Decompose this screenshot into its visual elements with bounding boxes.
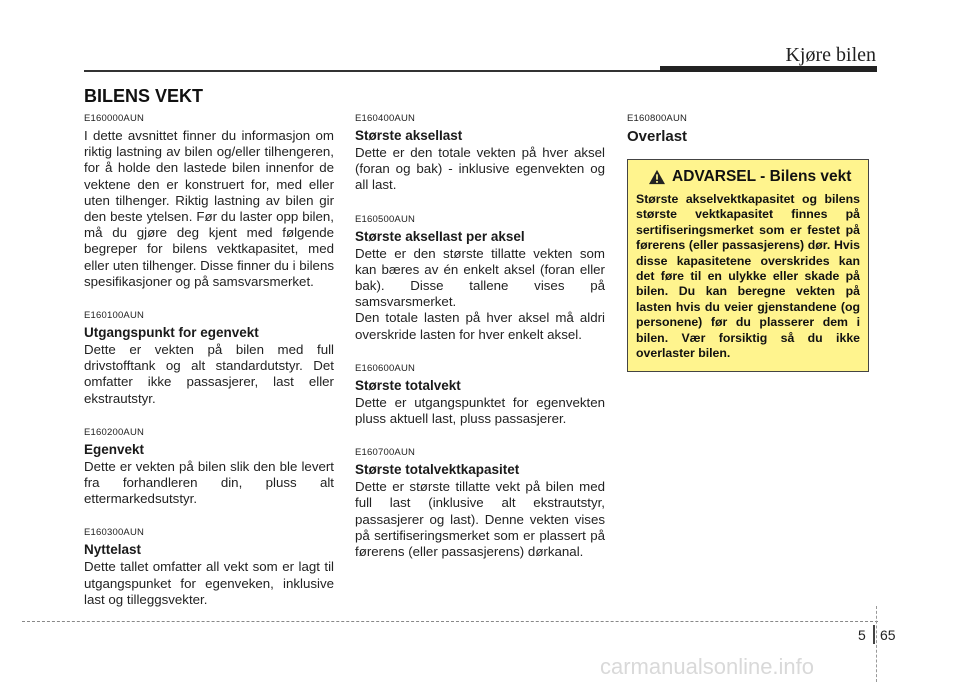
footer-tick — [876, 606, 877, 682]
section-code: E160200AUN — [84, 426, 145, 438]
section-heading: Største totalvekt — [355, 377, 461, 393]
section-code: E160300AUN — [84, 527, 145, 539]
gross-weight-block — [355, 363, 605, 427]
page-divider — [873, 625, 875, 644]
payload-block — [84, 527, 334, 608]
section-code: E160100AUN — [84, 310, 145, 322]
section-heading: Overlast — [627, 128, 688, 145]
section-code: E160000AUN — [84, 113, 145, 124]
body-paragraph: Den totale lasten på hver aksel må aldri overskride lasten for hver enkelt aksel. — [355, 310, 605, 342]
column-2 — [355, 113, 605, 580]
curb-weight-block — [84, 310, 334, 407]
page-number: 65 — [880, 627, 896, 643]
body-text — [355, 246, 605, 343]
footer-rule — [22, 621, 878, 622]
warning-header — [636, 168, 860, 186]
section-code: E160800AUN — [627, 113, 688, 124]
section-heading: Egenvekt — [84, 441, 145, 457]
column-3 — [627, 113, 877, 372]
section-code: E160700AUN — [355, 447, 416, 459]
watermark: carmanualsonline.info — [600, 654, 815, 679]
section-heading: Nyttelast — [84, 542, 142, 558]
vehicle-weight-block — [84, 427, 334, 508]
warning-box — [627, 159, 869, 372]
body-text: Dette er største tillatte vekt på bilen med full last (inklusive alt ekstrautstyr, passasjerer og last). Denne vekten vises på sertifiseringsmerket som er plassert på førerens (eller passasjerens) dørkanal. — [355, 479, 605, 560]
body-text: Dette er vekten på bilen slik den ble levert fra forhandleren din, pluss alt ettermarkedsutstyr. — [84, 458, 334, 507]
body-text: Dette er vekten på bilen med full drivstofftank og alt standardutstyr. Det omfatter ikke passasjerer, last eller ekstrautstyr. — [84, 342, 334, 406]
section-heading: Største akselIast per aksel — [355, 228, 525, 244]
section-title: BILENS VEKT — [84, 86, 204, 106]
axle-weight-block — [355, 113, 605, 194]
chapter-number: 5 — [858, 627, 866, 643]
body-paragraph: Dette er den største tillatte vekten som kan bæres av én enkelt aksel (foran eller bak). Disse tallene vises på samsvarsmerket. — [355, 245, 605, 310]
section-heading: Største totalvektkapasitet — [355, 462, 520, 478]
body-text: Dette tallet omfatter all vekt som er lagt til utgangspunket for egenveken, inklusive last og tilleggsvekter. — [84, 559, 334, 607]
section-code: E160500AUN — [355, 213, 416, 225]
warning-triangle-icon — [648, 169, 666, 185]
header-rule-thick — [660, 66, 877, 72]
axle-rating-block — [355, 214, 605, 343]
warning-text: Største akselvektkapasitet og bilens største vektkapasitet finnes på sertifiseringsmerket som er festet på førerens (eller passasjerens) dør. Hvis disse kapasitetene overskrides kan det føre til en ulykke eller skade på bilen. Du kan beregne vekten på lasten hvis du veier gjenstandene (og personene) før du plasserer dem i bilen. Vær forsiktig så du ikke overlaster bilen. — [636, 192, 860, 361]
page-header-title: Kjøre bilen — [785, 44, 876, 66]
section-code: E160600AUN — [355, 362, 416, 374]
section-code: E160400AUN — [355, 113, 416, 124]
body-text: Dette er den totale vekten på hver aksel (foran og bak) - inklusive egenvekten og all last. — [355, 145, 605, 193]
section-heading: Utgangspunkt for egenvekt — [84, 325, 259, 341]
warning-title: ADVARSEL - Bilens vekt — [672, 168, 852, 185]
column-1 — [84, 113, 334, 628]
body-text: I dette avsnittet finner du informasjon om riktig lastning av bilen og/eller tilhengeren, for å holde den lastede bilen innenfor de vektene den er konstruert for, med eller uten tilhenger. Riktig lastning av bilen gir den beste ytelsen. Før du laster opp bilen, må du gjøre deg kjent med følgende begreper for bilens vektkapasitet, med eller uten tilhenger. Disse finner du i bilens spesifikasjoner og på samsvarsmerket. — [84, 128, 334, 289]
body-text: Dette er utgangspunktet for egenvekten pluss aktuell last, pluss passasjerer. — [355, 394, 605, 427]
section-heading: Største akselIast — [355, 128, 463, 143]
header-rule — [84, 70, 664, 72]
intro-block — [84, 113, 334, 290]
gross-rating-block — [355, 447, 605, 560]
